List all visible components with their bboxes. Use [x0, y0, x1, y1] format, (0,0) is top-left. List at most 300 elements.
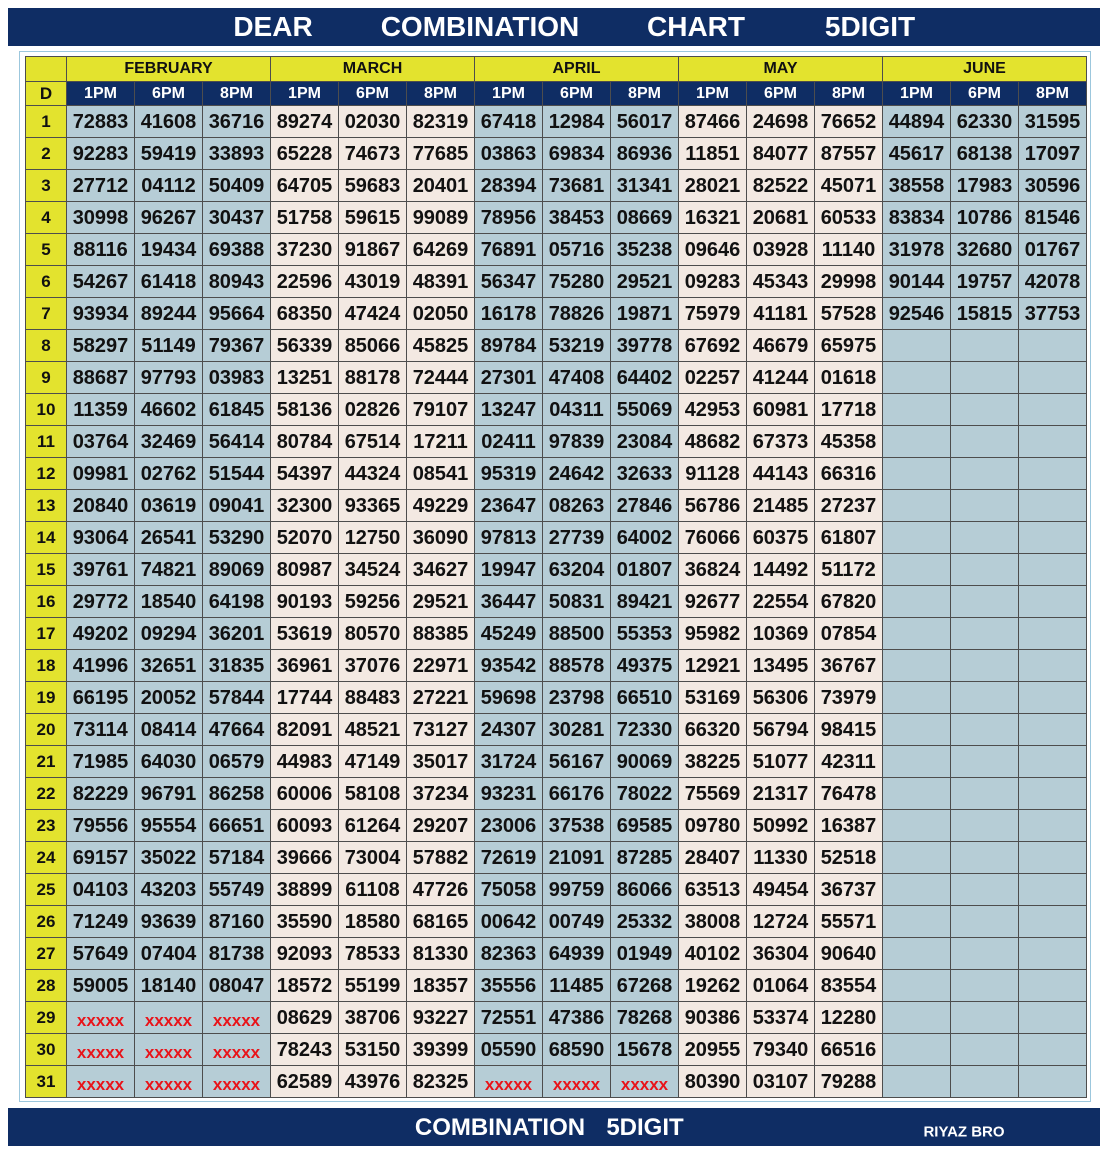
result-cell: 86258 — [203, 778, 270, 809]
result-cell: 92093 — [271, 938, 338, 969]
result-cell: 79367 — [203, 330, 270, 361]
result-cell: 27221 — [407, 682, 474, 713]
result-cell: 75280 — [543, 266, 610, 297]
result-cell: 67418 — [475, 106, 542, 137]
result-cell: 08629 — [271, 1002, 338, 1033]
result-cell: 56794 — [747, 714, 814, 745]
result-cell: 18572 — [271, 970, 338, 1001]
result-cell: 36716 — [203, 106, 270, 137]
result-cell: 00642 — [475, 906, 542, 937]
header-corner-cell — [26, 57, 66, 81]
day-number: 7 — [26, 298, 66, 329]
empty-result-cell — [951, 778, 1018, 809]
result-cell: 69834 — [543, 138, 610, 169]
result-cell: 20401 — [407, 170, 474, 201]
result-cell: 20681 — [747, 202, 814, 233]
no-draw-mark: xxxxx — [203, 1034, 270, 1065]
day-number: 21 — [26, 746, 66, 777]
empty-result-cell — [1019, 1066, 1086, 1097]
result-cell: 92677 — [679, 586, 746, 617]
result-cell: 58136 — [271, 394, 338, 425]
result-cell: 69157 — [67, 842, 134, 873]
result-cell: 01767 — [1019, 234, 1086, 265]
day-number: 3 — [26, 170, 66, 201]
result-cell: 64939 — [543, 938, 610, 969]
result-cell: 68138 — [951, 138, 1018, 169]
result-cell: 45343 — [747, 266, 814, 297]
empty-result-cell — [951, 970, 1018, 1001]
empty-result-cell — [1019, 682, 1086, 713]
result-cell: 38225 — [679, 746, 746, 777]
result-cell: 69388 — [203, 234, 270, 265]
result-cell: 18140 — [135, 970, 202, 1001]
result-cell: 47664 — [203, 714, 270, 745]
result-cell: 64705 — [271, 170, 338, 201]
result-cell: 02411 — [475, 426, 542, 457]
result-cell: 16321 — [679, 202, 746, 233]
empty-result-cell — [883, 938, 950, 969]
no-draw-mark: xxxxx — [475, 1066, 542, 1097]
result-cell: 60093 — [271, 810, 338, 841]
result-cell: 22971 — [407, 650, 474, 681]
day-number: 28 — [26, 970, 66, 1001]
empty-result-cell — [951, 586, 1018, 617]
empty-result-cell — [883, 714, 950, 745]
result-cell: 81330 — [407, 938, 474, 969]
result-cell: 66516 — [815, 1034, 882, 1065]
result-cell: 87160 — [203, 906, 270, 937]
result-cell: 95982 — [679, 618, 746, 649]
result-cell: 49202 — [67, 618, 134, 649]
result-cell: 17211 — [407, 426, 474, 457]
day-number: 29 — [26, 1002, 66, 1033]
result-cell: 20955 — [679, 1034, 746, 1065]
result-cell: 23647 — [475, 490, 542, 521]
result-cell: 00749 — [543, 906, 610, 937]
empty-result-cell — [883, 842, 950, 873]
result-cell: 49454 — [747, 874, 814, 905]
result-cell: 04112 — [135, 170, 202, 201]
empty-result-cell — [883, 970, 950, 1001]
result-cell: 43976 — [339, 1066, 406, 1097]
empty-result-cell — [951, 522, 1018, 553]
result-cell: 57882 — [407, 842, 474, 873]
result-cell: 67820 — [815, 586, 882, 617]
result-cell: 51149 — [135, 330, 202, 361]
result-cell: 84077 — [747, 138, 814, 169]
draw-time-header: 6PM — [747, 82, 814, 105]
empty-result-cell — [951, 906, 1018, 937]
result-cell: 13247 — [475, 394, 542, 425]
result-cell: 67514 — [339, 426, 406, 457]
result-cell: 79107 — [407, 394, 474, 425]
result-cell: 22596 — [271, 266, 338, 297]
result-cell: 03863 — [475, 138, 542, 169]
result-cell: 88385 — [407, 618, 474, 649]
result-cell: 73127 — [407, 714, 474, 745]
result-cell: 56306 — [747, 682, 814, 713]
empty-result-cell — [883, 330, 950, 361]
result-cell: 30437 — [203, 202, 270, 233]
draw-time-header: 8PM — [815, 82, 882, 105]
empty-result-cell — [1019, 618, 1086, 649]
result-cell: 37230 — [271, 234, 338, 265]
result-cell: 62330 — [951, 106, 1018, 137]
result-cell: 37234 — [407, 778, 474, 809]
result-cell: 53169 — [679, 682, 746, 713]
result-cell: 67692 — [679, 330, 746, 361]
result-cell: 74821 — [135, 554, 202, 585]
empty-result-cell — [1019, 362, 1086, 393]
result-cell: 38899 — [271, 874, 338, 905]
result-cell: 82363 — [475, 938, 542, 969]
result-cell: 18580 — [339, 906, 406, 937]
result-cell: 41996 — [67, 650, 134, 681]
result-cell: 11140 — [815, 234, 882, 265]
result-cell: 57844 — [203, 682, 270, 713]
result-cell: 80943 — [203, 266, 270, 297]
result-cell: 95554 — [135, 810, 202, 841]
result-cell: 52070 — [271, 522, 338, 553]
result-cell: 42078 — [1019, 266, 1086, 297]
result-cell: 19262 — [679, 970, 746, 1001]
result-cell: 43019 — [339, 266, 406, 297]
result-cell: 45071 — [815, 170, 882, 201]
result-cell: 09041 — [203, 490, 270, 521]
month-header-june: JUNE — [883, 57, 1086, 81]
result-cell: 35017 — [407, 746, 474, 777]
result-cell: 20840 — [67, 490, 134, 521]
result-cell: 78268 — [611, 1002, 678, 1033]
result-cell: 24642 — [543, 458, 610, 489]
result-cell: 88116 — [67, 234, 134, 265]
result-cell: 04311 — [543, 394, 610, 425]
empty-result-cell — [1019, 554, 1086, 585]
result-cell: 76478 — [815, 778, 882, 809]
draw-time-header: 1PM — [883, 82, 950, 105]
result-cell: 41608 — [135, 106, 202, 137]
result-cell: 24698 — [747, 106, 814, 137]
result-cell: 04103 — [67, 874, 134, 905]
result-cell: 59683 — [339, 170, 406, 201]
empty-result-cell — [883, 458, 950, 489]
result-cell: 83834 — [883, 202, 950, 233]
empty-result-cell — [1019, 330, 1086, 361]
result-cell: 58297 — [67, 330, 134, 361]
draw-time-header: 6PM — [339, 82, 406, 105]
empty-result-cell — [1019, 746, 1086, 777]
result-cell: 60981 — [747, 394, 814, 425]
result-cell: 09283 — [679, 266, 746, 297]
result-cell: 34524 — [339, 554, 406, 585]
result-cell: 72883 — [67, 106, 134, 137]
empty-result-cell — [951, 650, 1018, 681]
footer-bar — [8, 1108, 1100, 1146]
empty-result-cell — [1019, 842, 1086, 873]
result-cell: 86066 — [611, 874, 678, 905]
result-cell: 38706 — [339, 1002, 406, 1033]
result-cell: 89274 — [271, 106, 338, 137]
day-number: 23 — [26, 810, 66, 841]
draw-time-header: 1PM — [271, 82, 338, 105]
result-cell: 54267 — [67, 266, 134, 297]
result-cell: 64198 — [203, 586, 270, 617]
day-number: 22 — [26, 778, 66, 809]
result-cell: 36304 — [747, 938, 814, 969]
result-cell: 50409 — [203, 170, 270, 201]
result-cell: 95319 — [475, 458, 542, 489]
result-cell: 40102 — [679, 938, 746, 969]
day-number: 6 — [26, 266, 66, 297]
day-number: 17 — [26, 618, 66, 649]
empty-result-cell — [883, 1002, 950, 1033]
result-cell: 32469 — [135, 426, 202, 457]
day-number: 15 — [26, 554, 66, 585]
day-number: 26 — [26, 906, 66, 937]
result-cell: 85066 — [339, 330, 406, 361]
result-cell: 55571 — [815, 906, 882, 937]
result-cell: 44143 — [747, 458, 814, 489]
result-cell: 62589 — [271, 1066, 338, 1097]
no-draw-mark: xxxxx — [135, 1034, 202, 1065]
result-cell: 49229 — [407, 490, 474, 521]
empty-result-cell — [883, 618, 950, 649]
result-cell: 17097 — [1019, 138, 1086, 169]
result-cell: 27739 — [543, 522, 610, 553]
result-cell: 28407 — [679, 842, 746, 873]
result-cell: 50992 — [747, 810, 814, 841]
result-cell: 10369 — [747, 618, 814, 649]
result-cell: 51758 — [271, 202, 338, 233]
result-cell: 08047 — [203, 970, 270, 1001]
result-cell: 30998 — [67, 202, 134, 233]
result-cell: 11485 — [543, 970, 610, 1001]
result-cell: 30281 — [543, 714, 610, 745]
day-number: 18 — [26, 650, 66, 681]
result-cell: 39399 — [407, 1034, 474, 1065]
result-cell: 48391 — [407, 266, 474, 297]
result-cell: 67373 — [747, 426, 814, 457]
draw-time-header: 8PM — [611, 82, 678, 105]
result-cell: 48682 — [679, 426, 746, 457]
draw-time-header: 6PM — [951, 82, 1018, 105]
result-cell: 29772 — [67, 586, 134, 617]
result-cell: 11851 — [679, 138, 746, 169]
result-cell: 28394 — [475, 170, 542, 201]
result-cell: 60533 — [815, 202, 882, 233]
empty-result-cell — [1019, 394, 1086, 425]
empty-result-cell — [951, 554, 1018, 585]
no-draw-mark: xxxxx — [203, 1066, 270, 1097]
result-cell: 15678 — [611, 1034, 678, 1065]
empty-result-cell — [951, 330, 1018, 361]
result-cell: 54397 — [271, 458, 338, 489]
result-cell: 35590 — [271, 906, 338, 937]
empty-result-cell — [1019, 970, 1086, 1001]
result-cell: 68350 — [271, 298, 338, 329]
result-cell: 22554 — [747, 586, 814, 617]
result-cell: 03619 — [135, 490, 202, 521]
empty-result-cell — [1019, 810, 1086, 841]
result-cell: 75979 — [679, 298, 746, 329]
result-cell: 79288 — [815, 1066, 882, 1097]
result-cell: 81738 — [203, 938, 270, 969]
empty-result-cell — [1019, 1034, 1086, 1065]
result-cell: 08263 — [543, 490, 610, 521]
result-cell: 39666 — [271, 842, 338, 873]
result-cell: 39778 — [611, 330, 678, 361]
footer-word-5digit: 5DIGIT — [606, 1114, 684, 1142]
result-cell: 93227 — [407, 1002, 474, 1033]
footer-credit: RIYAZ BRO — [923, 1123, 1005, 1141]
result-cell: 12750 — [339, 522, 406, 553]
empty-result-cell — [1019, 1002, 1086, 1033]
result-cell: 80390 — [679, 1066, 746, 1097]
no-draw-mark: xxxxx — [611, 1066, 678, 1097]
draw-time-header: 1PM — [679, 82, 746, 105]
result-cell: 47726 — [407, 874, 474, 905]
no-draw-mark: xxxxx — [67, 1002, 134, 1033]
result-cell: 69585 — [611, 810, 678, 841]
result-cell: 99759 — [543, 874, 610, 905]
result-cell: 02030 — [339, 106, 406, 137]
draw-time-header: 8PM — [407, 82, 474, 105]
result-cell: 53219 — [543, 330, 610, 361]
result-cell: 02050 — [407, 298, 474, 329]
result-cell: 42953 — [679, 394, 746, 425]
result-cell: 48521 — [339, 714, 406, 745]
draw-time-header: 8PM — [1019, 82, 1086, 105]
result-cell: 55749 — [203, 874, 270, 905]
result-cell: 30596 — [1019, 170, 1086, 201]
empty-result-cell — [883, 362, 950, 393]
result-cell: 08669 — [611, 202, 678, 233]
result-cell: 07854 — [815, 618, 882, 649]
result-cell: 46679 — [747, 330, 814, 361]
result-cell: 03107 — [747, 1066, 814, 1097]
result-cell: 01807 — [611, 554, 678, 585]
result-cell: 56347 — [475, 266, 542, 297]
result-cell: 42311 — [815, 746, 882, 777]
result-cell: 06579 — [203, 746, 270, 777]
result-cell: 86936 — [611, 138, 678, 169]
result-cell: 36824 — [679, 554, 746, 585]
result-cell: 76652 — [815, 106, 882, 137]
result-cell: 96267 — [135, 202, 202, 233]
result-cell: 78243 — [271, 1034, 338, 1065]
month-header-february: FEBRUARY — [67, 57, 270, 81]
result-cell: 80987 — [271, 554, 338, 585]
no-draw-mark: xxxxx — [203, 1002, 270, 1033]
empty-result-cell — [1019, 458, 1086, 489]
empty-result-cell — [951, 490, 1018, 521]
result-cell: 49375 — [611, 650, 678, 681]
result-cell: 27301 — [475, 362, 542, 393]
result-cell: 32651 — [135, 650, 202, 681]
result-cell: 29521 — [407, 586, 474, 617]
result-cell: 72551 — [475, 1002, 542, 1033]
result-cell: 82229 — [67, 778, 134, 809]
day-number: 12 — [26, 458, 66, 489]
empty-result-cell — [1019, 426, 1086, 457]
empty-result-cell — [883, 426, 950, 457]
empty-result-cell — [951, 394, 1018, 425]
empty-result-cell — [883, 522, 950, 553]
empty-result-cell — [951, 458, 1018, 489]
result-cell: 91128 — [679, 458, 746, 489]
empty-result-cell — [1019, 522, 1086, 553]
result-cell: 96791 — [135, 778, 202, 809]
empty-result-cell — [883, 682, 950, 713]
empty-result-cell — [951, 746, 1018, 777]
result-cell: 47408 — [543, 362, 610, 393]
result-cell: 16387 — [815, 810, 882, 841]
result-cell: 83554 — [815, 970, 882, 1001]
result-cell: 82091 — [271, 714, 338, 745]
result-cell: 07404 — [135, 938, 202, 969]
result-cell: 75058 — [475, 874, 542, 905]
result-cell: 13495 — [747, 650, 814, 681]
result-cell: 41244 — [747, 362, 814, 393]
result-cell: 65975 — [815, 330, 882, 361]
result-cell: 12724 — [747, 906, 814, 937]
result-cell: 88500 — [543, 618, 610, 649]
result-cell: 33893 — [203, 138, 270, 169]
result-cell: 78022 — [611, 778, 678, 809]
result-cell: 89244 — [135, 298, 202, 329]
result-cell: 44983 — [271, 746, 338, 777]
result-cell: 03928 — [747, 234, 814, 265]
result-cell: 73681 — [543, 170, 610, 201]
result-cell: 79340 — [747, 1034, 814, 1065]
result-cell: 61264 — [339, 810, 406, 841]
result-cell: 31978 — [883, 234, 950, 265]
day-number: 31 — [26, 1066, 66, 1097]
result-cell: 59615 — [339, 202, 406, 233]
result-cell: 60006 — [271, 778, 338, 809]
result-cell: 87285 — [611, 842, 678, 873]
result-cell: 75569 — [679, 778, 746, 809]
result-cell: 89784 — [475, 330, 542, 361]
day-number: 13 — [26, 490, 66, 521]
empty-result-cell — [1019, 938, 1086, 969]
result-cell: 82325 — [407, 1066, 474, 1097]
result-cell: 31595 — [1019, 106, 1086, 137]
result-cell: 68165 — [407, 906, 474, 937]
result-cell: 56167 — [543, 746, 610, 777]
result-cell: 01064 — [747, 970, 814, 1001]
result-cell: 11330 — [747, 842, 814, 873]
result-cell: 35556 — [475, 970, 542, 1001]
result-cell: 78533 — [339, 938, 406, 969]
empty-result-cell — [883, 650, 950, 681]
result-cell: 61418 — [135, 266, 202, 297]
result-cell: 53374 — [747, 1002, 814, 1033]
result-cell: 17718 — [815, 394, 882, 425]
result-cell: 90386 — [679, 1002, 746, 1033]
result-cell: 03764 — [67, 426, 134, 457]
empty-result-cell — [951, 714, 1018, 745]
result-cell: 82522 — [747, 170, 814, 201]
result-cell: 16178 — [475, 298, 542, 329]
result-cell: 50831 — [543, 586, 610, 617]
result-cell: 15815 — [951, 298, 1018, 329]
day-number: 16 — [26, 586, 66, 617]
result-cell: 02826 — [339, 394, 406, 425]
result-cell: 73979 — [815, 682, 882, 713]
title-word-combination: COMBINATION — [380, 11, 580, 42]
day-number: 5 — [26, 234, 66, 265]
